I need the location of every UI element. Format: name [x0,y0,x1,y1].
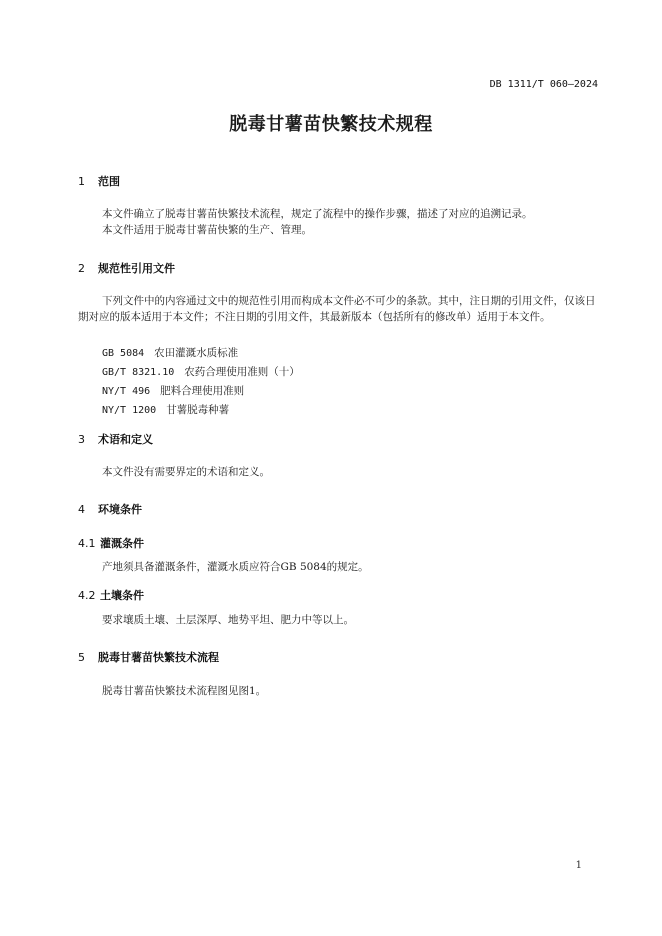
reference-item [102,344,300,363]
page-number: 1 [575,860,582,871]
section-title: 术语和定义 [98,433,153,446]
section-number: 3 [78,433,85,446]
subsection-4-1-heading [78,535,144,551]
section-title: 规范性引用文件 [98,262,175,275]
reference-code: GB/T 8321.10 [102,367,175,378]
reference-item [102,401,300,420]
section-4-heading [78,501,142,517]
section-number: 2 [78,262,85,275]
subsection-title: 灌溉条件 [100,537,144,550]
section-1-paragraph-1: 本文件确立了脱毒甘薯苗快繁技术流程，规定了流程中的操作步骤，描述了对应的追溯记录。 [102,208,533,220]
section-title: 环境条件 [98,503,142,516]
section-5-paragraph-1: 脱毒甘薯苗快繁技术流程图见图1。 [102,685,267,697]
section-5-heading [78,649,219,665]
reference-list [102,344,300,420]
subsection-number: 4.2 [78,589,96,602]
reference-item [102,382,300,401]
section-2-paragraph-1: 下列文件中的内容通过文中的规范性引用而构成本文件必不可少的条款。其中，注日期的引用文件，仅该日期对应的版本适用于本文件；不注日期的引用文件，其最新版本（包括所有的修改单）适用于本文件。 [78,295,596,323]
section-3-heading [78,431,153,447]
section-1-paragraph-2: 本文件适用于脱毒甘薯苗快繁的生产、管理。 [102,224,312,236]
section-2-heading [78,260,175,276]
section-title: 范围 [98,175,120,188]
section-number: 5 [78,651,85,664]
section-1-heading [78,173,120,189]
reference-title: 农药合理使用准则（十） [184,366,300,378]
reference-title: 甘薯脱毒种薯 [166,404,230,416]
reference-code: NY/T 1200 [102,405,157,416]
section-title: 脱毒甘薯苗快繁技术流程 [98,651,219,664]
subsection-number: 4.1 [78,537,96,550]
reference-title: 农田灌溉水质标准 [154,347,239,359]
document-title: 脱毒甘薯苗快繁技术规程 [229,114,433,135]
reference-code: NY/T 496 [102,386,151,397]
section-number: 4 [78,503,85,516]
subsection-4-2-paragraph: 要求壤质土壤、土层深厚、地势平坦、肥力中等以上。 [102,614,354,626]
reference-code: GB 5084 [102,348,145,359]
section-3-paragraph-1: 本文件没有需要界定的术语和定义。 [102,466,270,478]
subsection-4-1-paragraph: 产地须具备灌溉条件，灌溉水质应符合GB 5084的规定。 [102,561,369,573]
section-number: 1 [78,175,85,188]
subsection-4-2-heading [78,587,144,603]
subsection-title: 土壤条件 [100,589,144,602]
reference-title: 肥料合理使用准则 [160,385,245,397]
document-code: DB 1311/T 060—2024 [489,79,598,90]
reference-item [102,363,300,382]
